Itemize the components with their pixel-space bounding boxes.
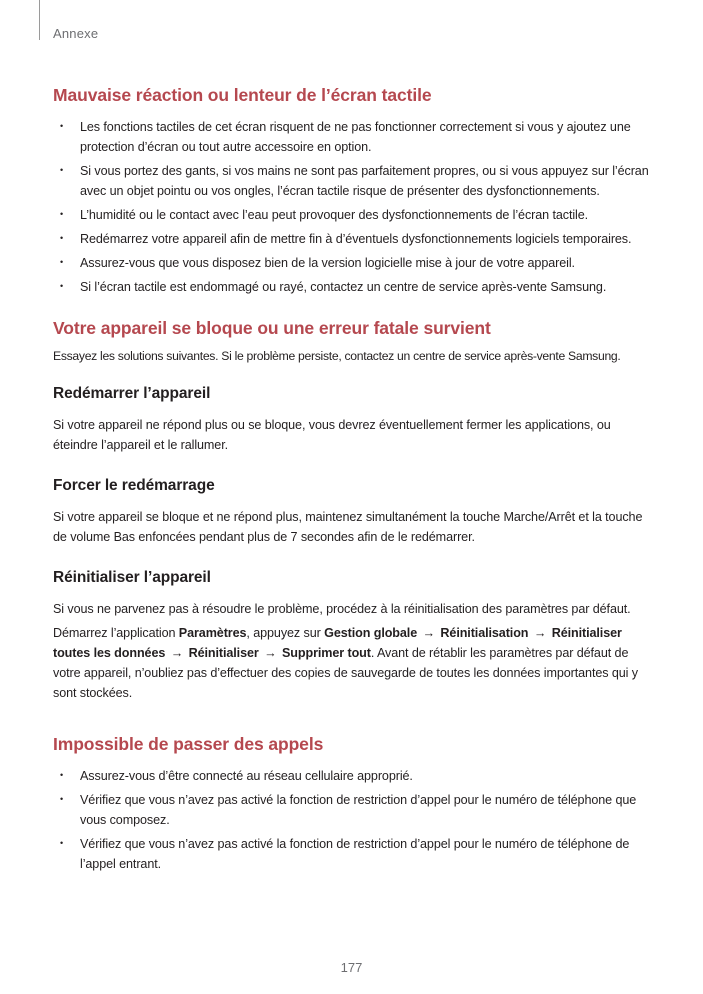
list-item: • Vérifiez que vous n’avez pas activé la fonction de restriction d’appel pour le numéro de téléphone que vous composez.: [53, 790, 653, 830]
heading-restart: Redémarrer l’appareil: [53, 385, 211, 402]
restart-body: Si votre appareil ne répond plus ou se bloque, vous devrez éventuellement fermer les applications, ou éteindre l’appareil et le rallumer.: [53, 418, 611, 452]
calls-list: [53, 766, 653, 874]
bullet-icon: •: [60, 838, 64, 848]
freeze-intro: Essayez les solutions suivantes. Si le problème persiste, contactez un centre de service après-vente Samsung.: [53, 349, 621, 363]
list-item: • Si l’écran tactile est endommagé ou rayé, contactez un centre de service après-vente Samsung.: [53, 277, 653, 297]
margin-rule: [39, 0, 40, 40]
list-item: • Vérifiez que vous n’avez pas activé la fonction de restriction d’appel pour le numéro de téléphone de l’appel entrant.: [53, 834, 653, 874]
list-item: • Les fonctions tactiles de cet écran risquent de ne pas fonctionner correctement si vous y ajoutez une protection d’écran ou tout autre accessoire en option.: [53, 117, 653, 157]
list-item: • Redémarrez votre appareil afin de mettre fin à d’éventuels dysfonctionnements logiciels temporaires.: [53, 229, 653, 249]
heading-touch: Mauvaise réaction ou lenteur de l’écran tactile: [53, 85, 432, 105]
menu-reset-confirm: Réinitialiser: [188, 646, 259, 660]
heading-calls: Impossible de passer des appels: [53, 734, 324, 754]
heading-freeze: Votre appareil se bloque ou une erreur fatale survient: [53, 318, 491, 338]
list-item: • Assurez-vous que vous disposez bien de la version logicielle mise à jour de votre appareil.: [53, 253, 653, 273]
menu-delete-all: Supprimer tout: [282, 646, 371, 660]
bullet-icon: •: [60, 165, 64, 175]
list-item: • Si vous portez des gants, si vos mains ne sont pas parfaitement propres, ou si vous appuyez sur l’écran avec un objet pointu ou vos ongles, l’écran tactile risque de présenter des dysfonctionnements.: [53, 161, 653, 201]
arrow-icon: →: [422, 626, 436, 640]
settings-app-name: Paramètres: [178, 626, 247, 640]
bullet-icon: •: [60, 233, 64, 243]
bullet-icon: •: [60, 121, 64, 131]
page-content: [53, 84, 653, 878]
page-number: 177: [340, 960, 363, 975]
list-item: • Assurez-vous d’être connecté au réseau cellulaire approprié.: [53, 766, 653, 786]
section-label: Annexe: [53, 26, 99, 41]
list-item: • L’humidité ou le contact avec l’eau peut provoquer des dysfonctionnements de l’écran tactile.: [53, 205, 653, 225]
bullet-icon: •: [60, 257, 64, 267]
arrow-icon: →: [264, 646, 277, 660]
bullet-icon: •: [60, 281, 64, 291]
heading-reset: Réinitialiser l’appareil: [53, 569, 211, 586]
arrow-icon: →: [170, 646, 184, 660]
force-restart-body: Si votre appareil se bloque et ne répond plus, maintenez simultanément la touche Marche/Arrêt et la touche de volume Bas enfoncées pendant plus de 7 secondes afin de le redémarrer.: [53, 510, 643, 544]
bullet-icon: •: [60, 770, 64, 780]
menu-general-management: Gestion globale: [324, 626, 418, 640]
menu-reset: Réinitialisation: [440, 626, 529, 640]
touch-list: [53, 117, 653, 297]
arrow-icon: →: [533, 626, 547, 640]
menu-factory-reset: Réinitialiser toutes les données: [53, 626, 622, 660]
bullet-icon: •: [60, 209, 64, 219]
reset-instructions: Démarrez l’application Paramètres, appuyez sur Gestion globale → Réinitialisation → Réinitialiser toutes les données → Réinitialiser → Supprimer tout. Avant de rétablir les paramètres par défaut de votre appareil, n’oubliez pas d’effectuer des copies de sauvegarde de toutes les données importantes qui y sont stockées.: [53, 626, 638, 700]
reset-body: Si vous ne parvenez pas à résoudre le problème, procédez à la réinitialisation des paramètres par défaut.: [53, 602, 631, 616]
heading-force-restart: Forcer le redémarrage: [53, 477, 215, 494]
bullet-icon: •: [60, 794, 64, 804]
